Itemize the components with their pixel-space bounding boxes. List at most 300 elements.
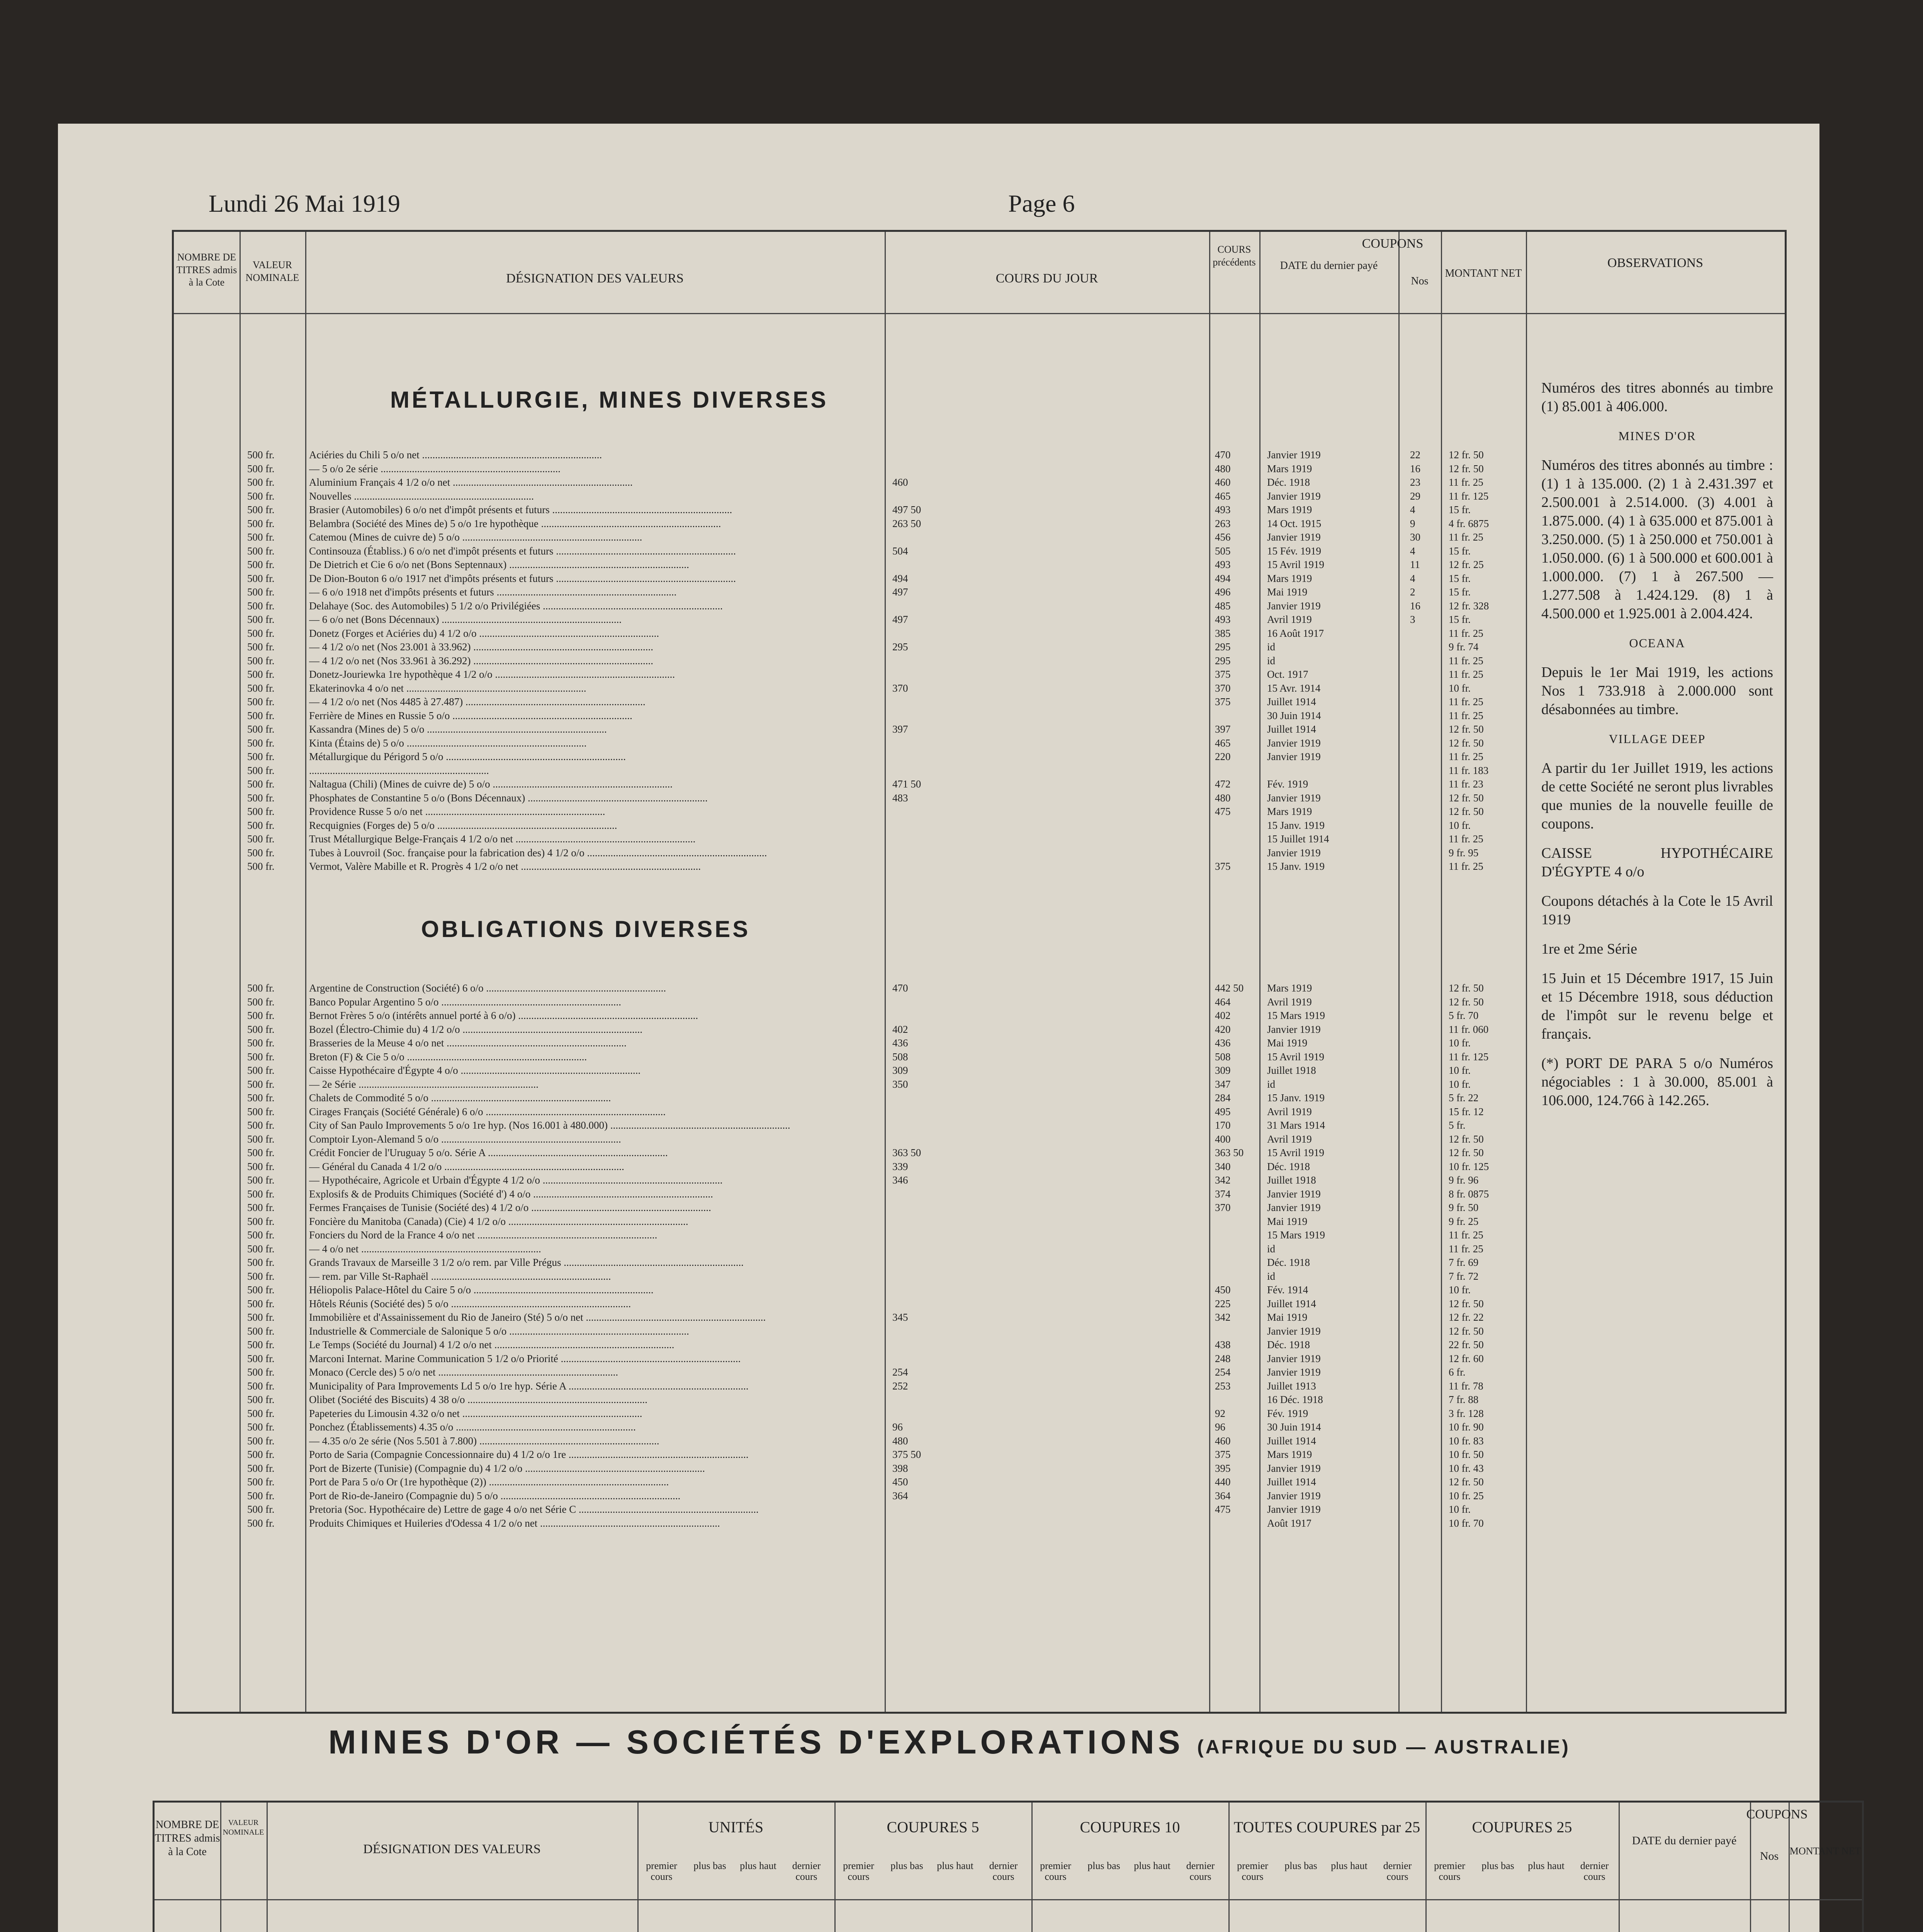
row-valeur: 500 fr. [247,1380,275,1392]
row-cours-prec: 420 [1215,1023,1231,1035]
row-valeur: 500 fr. [247,463,275,474]
mines-subheader: premier cours [1434,1860,1465,1882]
row-date: Janvier 1919 [1267,449,1321,461]
row-cours: 346 [892,1174,908,1186]
table-row [178,1448,1522,1462]
row-no: 3 [1410,614,1415,625]
row-cours-prec: 309 [1215,1065,1231,1076]
row-cours: 398 [892,1462,908,1474]
col-nombre: NOMBRE DE TITRES admis à la Cote [176,252,237,288]
row-date: Mai 1919 [1267,1215,1308,1227]
row-date: Janvier 1919 [1267,1188,1321,1200]
row-date: Déc. 1918 [1267,1160,1310,1172]
table-row [178,777,1522,791]
row-valeur: 500 fr. [247,1243,275,1255]
row-cours-prec: 225 [1215,1298,1231,1310]
table-row [178,1050,1522,1064]
mines-subheader: premier cours [1237,1860,1268,1882]
row-designation: Argentine de Construction (Société) 6 o/o ..................................................................... [309,982,666,994]
row-designation: Donetz-Jouriewka 1re hypothèque 4 1/2 o/o ..................................................................... [309,668,675,680]
row-montant: 11 fr. 25 [1449,709,1483,721]
row-designation: Brasier (Automobiles) 6 o/o net d'impôt présents et futurs ..................................................................... [309,504,732,515]
col-observations: OBSERVATIONS [1607,256,1703,270]
row-montant: 12 fr. 328 [1449,600,1489,612]
table-row [178,531,1522,544]
row-date: Mai 1919 [1267,1037,1308,1049]
row-montant: 15 fr. [1449,545,1471,557]
row-designation: ..................................................................... [309,764,489,776]
row-designation: Comptoir Lyon-Alemand 5 o/o ..................................................................... [309,1133,621,1145]
row-date: Déc. 1918 [1267,476,1310,488]
row-cours-prec: 442 50 [1215,982,1244,994]
row-montant: 12 fr. 50 [1449,723,1484,735]
row-designation: Recquignies (Forges de) 5 o/o ..................................................................... [309,819,617,831]
row-cours-prec: 263 [1215,517,1231,529]
row-valeur: 500 fr. [247,476,275,488]
row-valeur: 500 fr. [247,1010,275,1021]
row-montant: 7 fr. 69 [1449,1257,1479,1268]
row-date: Fév. 1914 [1267,1284,1308,1296]
row-date: Mars 1919 [1267,806,1312,817]
row-date: 15 Avril 1919 [1267,1051,1324,1063]
section-obligations: OBLIGATIONS DIVERSES [421,916,751,942]
page-date: Lundi 26 Mai 1919 [209,190,400,217]
row-designation: Port de Bizerte (Tunisie) (Compagnie du) 4 1/2 o/o ..................................................................... [309,1462,705,1474]
row-montant: 11 fr. 78 [1449,1380,1483,1392]
row-cours-prec: 475 [1215,806,1231,817]
row-montant: 11 fr. 25 [1449,476,1483,488]
table-row [178,613,1522,627]
table-row [178,1078,1522,1092]
row-valeur: 500 fr. [247,1311,275,1323]
row-cours: 470 [892,982,908,994]
observation-note: VILLAGE DEEP [1609,732,1706,746]
row-cours: 450 [892,1476,908,1488]
row-no: 4 [1410,504,1415,515]
table-row [178,750,1522,764]
row-cours: 254 [892,1366,908,1378]
row-montant: 9 fr. 25 [1449,1215,1479,1227]
table-row [178,1242,1522,1256]
observation-note: (*) PORT DE PARA 5 o/o Numéros négociables : 1 à 30.000, 85.001 à 106.000, 124.766 à 142.265. [1541,1055,1773,1109]
row-cours: 309 [892,1065,908,1076]
row-montant: 9 fr. 74 [1449,641,1479,653]
page-number: Page 6 [1008,190,1075,217]
table-row [178,490,1522,503]
row-valeur: 500 fr. [247,764,275,776]
row-date: Fév. 1919 [1267,1407,1308,1419]
row-date: Mars 1919 [1267,1449,1312,1460]
table-row [178,558,1522,572]
row-designation: Municipality of Para Improvements Ld 5 o/o 1re hyp. Série A ..................................................................... [309,1380,749,1392]
table-row [178,764,1522,778]
row-cours: 483 [892,792,908,804]
mines-col-montant: MONTANT NET [1789,1845,1861,1857]
row-montant: 5 fr. 70 [1449,1010,1479,1021]
row-valeur: 500 fr. [247,737,275,749]
row-cours: 504 [892,545,908,557]
row-date: Mars 1919 [1267,504,1312,515]
table-row [178,709,1522,723]
row-date: Avril 1919 [1267,1133,1312,1145]
row-no: 22 [1410,449,1420,461]
table-row [178,640,1522,654]
row-cours: 497 50 [892,504,921,515]
row-cours: 252 [892,1380,908,1392]
col-no: Nos [1411,275,1429,287]
table-row [178,1173,1522,1187]
row-valeur: 500 fr. [247,847,275,859]
row-cours-prec: 347 [1215,1078,1231,1090]
table-row [178,1201,1522,1215]
table-row [178,1503,1522,1517]
row-designation: Trust Métallurgique Belge-Français 4 1/2 o/o net ..................................................................... [309,833,696,845]
row-date: Janvier 1919 [1267,737,1321,749]
row-cours-prec: 465 [1215,490,1231,502]
row-montant: 9 fr. 50 [1449,1202,1479,1213]
row-cours: 436 [892,1037,908,1049]
row-date: Janvier 1919 [1267,751,1321,762]
row-montant: 22 fr. 50 [1449,1339,1484,1350]
observation-note: Numéros des titres abonnés au timbre (1) 85.001 à 406.000. [1541,380,1773,415]
row-designation: — 2e Série ..................................................................... [309,1078,539,1090]
row-date: Avril 1919 [1267,996,1312,1008]
mines-title: MINES D'OR — SOCIÉTÉS D'EXPLORATIONS (AFRIQUE DU SUD — AUSTRALIE) [328,1724,1570,1761]
observation-note: Depuis le 1er Mai 1919, les actions Nos 1 733.918 à 2.000.000 sont désabonnées au timbre. [1541,664,1773,718]
row-valeur: 500 fr. [247,1352,275,1364]
row-montant: 11 fr. 183 [1449,764,1489,776]
row-date: id [1267,1270,1276,1282]
row-valeur: 500 fr. [247,1517,275,1529]
row-valeur: 500 fr. [247,517,275,529]
row-designation: Belambra (Société des Mines de) 5 o/o 1re hypothèque ..................................................................... [309,517,721,529]
row-montant: 7 fr. 88 [1449,1394,1479,1405]
row-valeur: 500 fr. [247,1092,275,1104]
mines-subheader: dernier cours [1186,1860,1215,1882]
row-valeur: 500 fr. [247,819,275,831]
row-cours-prec: 370 [1215,682,1231,694]
row-montant: 15 fr. [1449,586,1471,598]
mines-subheader: dernier cours [989,1860,1018,1882]
row-montant: 12 fr. 50 [1449,737,1484,749]
row-montant: 4 fr. 6875 [1449,517,1489,529]
row-montant: 12 fr. 50 [1449,996,1484,1008]
row-designation: De Dion-Bouton 6 o/o 1917 net d'impôts présents et futurs ..................................................................... [309,572,736,584]
row-designation: Grands Travaux de Marseille 3 1/2 o/o rem. par Ville Prégus ..................................................................... [309,1257,744,1268]
row-designation: Fonciers du Nord de la France 4 o/o net ..................................................................... [309,1229,657,1241]
row-date: id [1267,1078,1276,1090]
row-montant: 5 fr. 22 [1449,1092,1479,1104]
row-cours: 350 [892,1078,908,1090]
row-cours: 497 [892,614,908,625]
row-date: Janvier 1919 [1267,1503,1321,1515]
mines-subheader: dernier cours [1580,1860,1609,1882]
row-designation: — 4 o/o net ..................................................................... [309,1243,541,1255]
mines-subheader: plus haut [1528,1860,1565,1871]
row-cours-prec: 342 [1215,1174,1231,1186]
table-row [178,1105,1522,1119]
row-cours-prec: 342 [1215,1311,1231,1323]
row-cours: 364 [892,1490,908,1502]
mines-subheader: plus bas [1481,1860,1514,1871]
mines-group-header: COUPURES 10 [1080,1818,1180,1836]
table-row [178,736,1522,750]
row-cours: 397 [892,723,908,735]
row-cours-prec: 505 [1215,545,1231,557]
row-valeur: 500 fr. [247,559,275,570]
table-row [178,805,1522,819]
mines-subheader: plus haut [1134,1860,1170,1871]
table-row [178,1064,1522,1078]
table-row [178,981,1522,995]
mines-subheader: plus haut [1331,1860,1368,1871]
row-valeur: 500 fr. [247,861,275,872]
row-montant: 10 fr. 25 [1449,1490,1484,1502]
mines-subheader: dernier cours [1383,1860,1412,1882]
row-valeur: 500 fr. [247,1202,275,1213]
row-date: Janvier 1919 [1267,1352,1321,1364]
row-valeur: 500 fr. [247,1325,275,1337]
row-montant: 12 fr. 50 [1449,806,1484,817]
mines-col-date: DATE du dernier payé [1632,1834,1737,1847]
table-row [178,1407,1522,1421]
row-cours-prec: 397 [1215,723,1231,735]
row-date: Juillet 1914 [1267,723,1316,735]
row-cours: 96 [892,1421,903,1433]
row-montant: 10 fr. 50 [1449,1449,1484,1460]
row-date: 15 Mars 1919 [1267,1229,1325,1241]
row-date: 15 Avr. 1914 [1267,682,1321,694]
row-date: Mai 1919 [1267,586,1308,598]
row-cours: 480 [892,1435,908,1447]
row-designation: — Général du Canada 4 1/2 o/o ..................................................................... [309,1160,624,1172]
row-date: 15 Avril 1919 [1267,559,1324,570]
row-designation: Phosphates de Constantine 5 o/o (Bons Décennaux) ..................................................................... [309,792,708,804]
row-cours-prec: 464 [1215,996,1231,1008]
row-montant: 12 fr. 22 [1449,1311,1484,1323]
row-no: 11 [1410,559,1420,570]
row-date: Déc. 1918 [1267,1339,1310,1350]
row-no: 2 [1410,586,1415,598]
mines-subheader: plus bas [1284,1860,1317,1871]
table-row [178,1036,1522,1050]
row-cours: 497 [892,586,908,598]
mines-subheader: premier cours [843,1860,874,1882]
row-designation: Continsouza (Établiss.) 6 o/o net d'impôt présents et futurs ..................................................................... [309,545,736,557]
row-date: id [1267,655,1276,667]
table-row [178,1215,1522,1229]
row-cours-prec: 375 [1215,1449,1231,1460]
row-montant: 9 fr. 95 [1449,847,1479,859]
row-cours-prec: 438 [1215,1339,1231,1350]
row-designation: Héliopolis Palace-Hôtel du Caire 5 o/o ..................................................................... [309,1284,654,1296]
mines-col-designation: DÉSIGNATION DES VALEURS [363,1842,541,1856]
row-cours-prec: 96 [1215,1421,1225,1433]
row-valeur: 500 fr. [247,792,275,804]
row-designation: Caisse Hypothécaire d'Égypte 4 o/o ..................................................................... [309,1065,641,1076]
row-designation: Aluminium Français 4 1/2 o/o net ..................................................................... [309,476,633,488]
row-designation: — 4.35 o/o 2e série (Nos 5.501 à 7.800) ..................................................................... [309,1435,659,1447]
row-montant: 10 fr. [1449,682,1471,694]
row-cours: 471 50 [892,778,921,790]
row-valeur: 500 fr. [247,1339,275,1350]
row-designation: City of San Paulo Improvements 5 o/o 1re hyp. (Nos 16.001 à 480.000) ..................................................................... [309,1119,790,1131]
row-cours-prec: 400 [1215,1133,1231,1145]
row-cours-prec: 496 [1215,586,1231,598]
row-montant: 3 fr. 128 [1449,1407,1484,1419]
row-cours-prec: 485 [1215,600,1231,612]
table-row [178,1256,1522,1270]
row-cours-prec: 375 [1215,668,1231,680]
row-valeur: 500 fr. [247,1407,275,1419]
row-valeur: 500 fr. [247,682,275,694]
mines-subheader: premier cours [646,1860,677,1882]
table-row [178,832,1522,846]
row-montant: 12 fr. 50 [1449,982,1484,994]
row-valeur: 500 fr. [247,1284,275,1296]
row-designation: Marconi Internat. Marine Communication 5 1/2 o/o Priorité ..................................................................... [309,1352,741,1364]
mines-col-nombre: NOMBRE DE TITRES admis à la Cote [155,1819,220,1858]
row-cours-prec: 493 [1215,559,1231,570]
row-designation: — Hypothécaire, Agricole et Urbain d'Égypte 4 1/2 o/o ..................................................................... [309,1174,723,1186]
row-date: 30 Juin 1914 [1267,709,1321,721]
row-no: 16 [1410,463,1420,474]
row-cours-prec: 170 [1215,1119,1231,1131]
table-row [178,1228,1522,1242]
row-valeur: 500 fr. [247,1503,275,1515]
row-date: 15 Avril 1919 [1267,1147,1324,1158]
row-cours: 460 [892,476,908,488]
row-date: 30 Juin 1914 [1267,1421,1321,1433]
row-date: Janvier 1919 [1267,847,1321,859]
col-date: DATE du dernier payé [1280,260,1378,272]
row-designation: Immobilière et d'Assainissement du Rio de Janeiro (Sté) 5 o/o net ..................................................................... [309,1311,766,1323]
row-valeur: 500 fr. [247,1065,275,1076]
row-montant: 6 fr. [1449,1366,1466,1378]
mines-subheader: plus haut [937,1860,973,1871]
row-cours-prec: 402 [1215,1010,1231,1021]
row-date: 14 Oct. 1915 [1267,517,1322,529]
row-montant: 12 fr. 50 [1449,463,1484,474]
row-cours: 295 [892,641,908,653]
row-date: 15 Juillet 1914 [1267,833,1329,845]
row-valeur: 500 fr. [247,1366,275,1378]
row-designation: Brasseries de la Meuse 4 o/o net ..................................................................... [309,1037,627,1049]
row-cours-prec: 364 [1215,1490,1231,1502]
row-valeur: 500 fr. [247,778,275,790]
row-montant: 11 fr. 125 [1449,490,1489,502]
row-date: 16 Août 1917 [1267,627,1324,639]
row-designation: Nouvelles ..................................................................... [309,490,534,502]
gold-mines-table [153,1801,1864,1932]
table-row [178,1462,1522,1476]
row-designation: Banco Popular Argentino 5 o/o ..................................................................... [309,996,621,1008]
row-designation: — rem. par Ville St-Raphaël ..................................................................... [309,1270,611,1282]
table-row [178,1366,1522,1379]
table-row [178,544,1522,558]
row-cours: 370 [892,682,908,694]
row-designation: — 4 1/2 o/o net (Nos 23.001 à 33.962) ..................................................................... [309,641,653,653]
mines-subheader: plus bas [693,1860,726,1871]
row-cours-prec: 493 [1215,614,1231,625]
row-designation: Catemou (Mines de cuivre de) 5 o/o ..................................................................... [309,531,642,543]
row-montant: 12 fr. 50 [1449,449,1484,461]
table-row [178,1325,1522,1338]
row-date: Juillet 1914 [1267,1476,1316,1488]
row-designation: De Dietrich et Cie 6 o/o net (Bons Septennaux) ..................................................................... [309,559,689,570]
row-valeur: 500 fr. [247,833,275,845]
row-valeur: 500 fr. [247,1133,275,1145]
table-row [178,819,1522,833]
mines-subheader: plus bas [890,1860,923,1871]
row-designation: Hôtels Réunis (Société des) 5 o/o ..................................................................... [309,1298,631,1310]
row-designation: Métallurgique du Périgord 5 o/o ..................................................................... [309,751,626,762]
table-row [178,1270,1522,1284]
row-date: Avril 1919 [1267,614,1312,625]
row-designation: Naltagua (Chili) (Mines de cuivre de) 5 o/o ..................................................................... [309,778,673,790]
row-valeur: 500 fr. [247,586,275,598]
row-designation: Foncière du Manitoba (Canada) (Cie) 4 1/2 o/o ..................................................................... [309,1215,688,1227]
row-cours-prec: 460 [1215,476,1231,488]
row-montant: 15 fr. [1449,504,1471,515]
table-row [178,860,1522,874]
row-montant: 11 fr. 125 [1449,1051,1489,1063]
observation-note: Coupons détachés à la Cote le 15 Avril 1919 [1541,893,1773,928]
row-designation: — 4 1/2 o/o net (Nos 33.961 à 36.292) ..................................................................... [309,655,653,667]
row-designation: Providence Russe 5 o/o net ..................................................................... [309,806,605,817]
mines-col-coupons: COUPONS [1746,1807,1808,1821]
row-montant: 12 fr. 60 [1449,1352,1484,1364]
row-montant: 10 fr. [1449,1065,1471,1076]
row-date: 15 Fév. 1919 [1267,545,1321,557]
row-valeur: 500 fr. [247,641,275,653]
row-montant: 11 fr. 25 [1449,751,1483,762]
row-montant: 11 fr. 25 [1449,833,1483,845]
table-row [178,654,1522,668]
row-valeur: 500 fr. [247,449,275,461]
row-valeur: 500 fr. [247,1257,275,1268]
row-valeur: 500 fr. [247,1119,275,1131]
col-coupons: COUPONS [1362,236,1424,251]
row-no: 23 [1410,476,1420,488]
row-montant: 15 fr. 12 [1449,1105,1484,1117]
row-no: 29 [1410,490,1420,502]
row-montant: 12 fr. 50 [1449,792,1484,804]
row-designation: Le Temps (Société du Journal) 4 1/2 o/o net ..................................................................... [309,1339,674,1350]
row-designation: — 6 o/o 1918 net d'impôts présents et futurs ..................................................................... [309,586,677,598]
row-date: Janvier 1919 [1267,792,1321,804]
row-date: 31 Mars 1914 [1267,1119,1325,1131]
col-montant: MONTANT NET [1445,267,1522,279]
row-valeur: 500 fr. [247,751,275,762]
row-montant: 12 fr. 50 [1449,1133,1484,1145]
mines-col-valeur: VALEUR NOMINALE [223,1818,264,1837]
mines-group-header: COUPURES 5 [887,1818,979,1836]
row-cours: 339 [892,1160,908,1172]
row-valeur: 500 fr. [247,504,275,515]
row-montant: 12 fr. 50 [1449,1298,1484,1310]
row-cours: 494 [892,572,908,584]
row-valeur: 500 fr. [247,531,275,543]
row-montant: 11 fr. 25 [1449,1229,1483,1241]
table-row [178,791,1522,805]
row-designation: Ferrière de Mines en Russie 5 o/o ..................................................................... [309,709,632,721]
row-designation: Vermot, Valère Mabille et R. Progrès 4 1/2 o/o net ..................................................................... [309,861,701,872]
row-date: 15 Janv. 1919 [1267,1092,1325,1104]
table-row [178,1297,1522,1311]
row-valeur: 500 fr. [247,668,275,680]
row-designation: Cirages Français (Société Générale) 6 o/o ..................................................................... [309,1105,666,1117]
